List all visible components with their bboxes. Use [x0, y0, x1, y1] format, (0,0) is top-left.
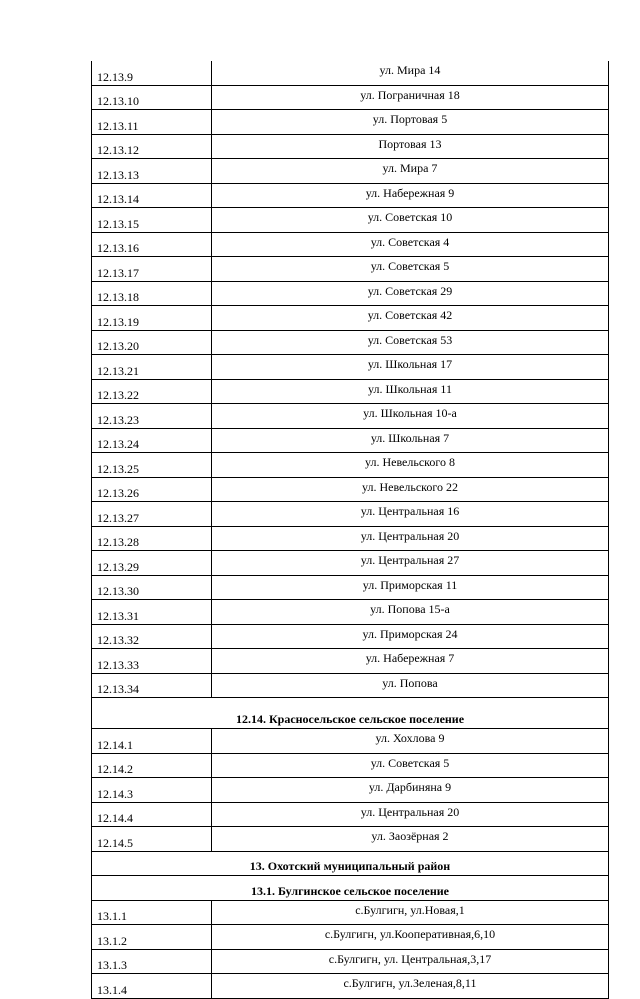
table-row — [92, 208, 609, 233]
row-number: 12.13.10 — [92, 85, 212, 110]
row-number: 12.13.30 — [92, 575, 212, 600]
row-number: 12.13.22 — [92, 379, 212, 404]
row-address: Портовая 13 — [212, 134, 609, 159]
table-row — [92, 281, 609, 306]
table-row — [92, 753, 609, 778]
row-number: 12.14.3 — [92, 778, 212, 803]
row-address: ул. Центральная 16 — [212, 502, 609, 527]
row-number: 12.13.17 — [92, 257, 212, 282]
row-address: ул. Невельского 22 — [212, 477, 609, 502]
row-address: ул. Дарбиняна 9 — [212, 778, 609, 803]
table-row — [92, 110, 609, 135]
table-row — [92, 974, 609, 999]
table-row — [92, 477, 609, 502]
table-row — [92, 600, 609, 625]
row-address: ул. Советская 10 — [212, 208, 609, 233]
row-number: 12.13.27 — [92, 502, 212, 527]
row-address: ул. Мира 7 — [212, 159, 609, 184]
table-row — [92, 502, 609, 527]
table-row — [92, 827, 609, 852]
row-number: 12.13.32 — [92, 624, 212, 649]
addresses-table — [91, 61, 609, 999]
row-address: ул. Советская 5 — [212, 257, 609, 282]
addresses-table-body — [92, 61, 609, 998]
row-address: ул. Набережная 9 — [212, 183, 609, 208]
table-row — [92, 575, 609, 600]
table-row — [92, 257, 609, 282]
row-address: ул. Попова 15-а — [212, 600, 609, 625]
row-number: 13.1.2 — [92, 925, 212, 950]
table-row — [92, 61, 609, 85]
row-address: ул. Центральная 20 — [212, 526, 609, 551]
table-row — [92, 925, 609, 950]
table-row — [92, 649, 609, 674]
row-number: 12.13.29 — [92, 551, 212, 576]
row-number: 12.13.13 — [92, 159, 212, 184]
row-number: 12.13.9 — [92, 61, 212, 85]
table-row — [92, 404, 609, 429]
section-header-row — [92, 698, 609, 729]
row-address: ул. Невельского 8 — [212, 453, 609, 478]
table-row — [92, 134, 609, 159]
table-row — [92, 900, 609, 925]
row-number: 12.13.18 — [92, 281, 212, 306]
row-address: с.Булгигн, ул.Кооперативная,6,10 — [212, 925, 609, 950]
row-number: 13.1.3 — [92, 949, 212, 974]
row-number: 12.14.1 — [92, 729, 212, 754]
row-address: ул. Школьная 7 — [212, 428, 609, 453]
row-address: ул. Приморская 24 — [212, 624, 609, 649]
row-address: ул. Школьная 10-а — [212, 404, 609, 429]
row-address: с.Булгигн, ул.Новая,1 — [212, 900, 609, 925]
section-header-row — [92, 851, 609, 876]
table-row — [92, 729, 609, 754]
table-row — [92, 379, 609, 404]
row-address: ул. Советская 29 — [212, 281, 609, 306]
row-number: 12.13.16 — [92, 232, 212, 257]
table-row — [92, 551, 609, 576]
row-address: ул. Центральная 27 — [212, 551, 609, 576]
section-title: 13.1. Булгинское сельское поселение — [92, 876, 609, 901]
row-number: 12.13.20 — [92, 330, 212, 355]
row-address: ул. Набережная 7 — [212, 649, 609, 674]
section-header-row — [92, 876, 609, 901]
table-row — [92, 159, 609, 184]
row-number: 12.13.25 — [92, 453, 212, 478]
row-number: 13.1.1 — [92, 900, 212, 925]
table-row — [92, 526, 609, 551]
table-row — [92, 428, 609, 453]
row-number: 12.13.15 — [92, 208, 212, 233]
row-address: с.Булгигн, ул. Центральная,3,17 — [212, 949, 609, 974]
table-row — [92, 85, 609, 110]
row-address: ул. Попова — [212, 673, 609, 698]
row-number: 12.14.4 — [92, 802, 212, 827]
row-number: 12.13.21 — [92, 355, 212, 380]
row-address: ул. Советская 5 — [212, 753, 609, 778]
table-row — [92, 624, 609, 649]
row-address: с.Булгигн, ул.Зеленая,8,11 — [212, 974, 609, 999]
table-row — [92, 183, 609, 208]
row-number: 12.14.5 — [92, 827, 212, 852]
row-address: ул. Мира 14 — [212, 61, 609, 85]
section-title: 12.14. Красносельское сельское поселение — [92, 698, 609, 729]
table-row — [92, 673, 609, 698]
row-number: 12.13.24 — [92, 428, 212, 453]
row-number: 12.13.12 — [92, 134, 212, 159]
row-number: 12.13.28 — [92, 526, 212, 551]
section-title: 13. Охотский муниципальный район — [92, 851, 609, 876]
row-address: ул. Приморская 11 — [212, 575, 609, 600]
row-address: ул. Советская 53 — [212, 330, 609, 355]
table-row — [92, 778, 609, 803]
row-address: ул. Советская 4 — [212, 232, 609, 257]
row-number: 12.13.34 — [92, 673, 212, 698]
table-row — [92, 355, 609, 380]
table-row — [92, 306, 609, 331]
row-address: ул. Советская 42 — [212, 306, 609, 331]
row-number: 12.14.2 — [92, 753, 212, 778]
row-number: 12.13.33 — [92, 649, 212, 674]
table-row — [92, 802, 609, 827]
table-row — [92, 232, 609, 257]
row-address: ул. Заозёрная 2 — [212, 827, 609, 852]
row-address: ул. Школьная 11 — [212, 379, 609, 404]
table-row — [92, 949, 609, 974]
row-address: ул. Центральная 20 — [212, 802, 609, 827]
row-address: ул. Пограничная 18 — [212, 85, 609, 110]
table-row — [92, 453, 609, 478]
row-number: 12.13.26 — [92, 477, 212, 502]
table-row — [92, 330, 609, 355]
row-number: 12.13.23 — [92, 404, 212, 429]
row-number: 12.13.14 — [92, 183, 212, 208]
row-number: 12.13.11 — [92, 110, 212, 135]
row-number: 13.1.4 — [92, 974, 212, 999]
row-address: ул. Портовая 5 — [212, 110, 609, 135]
row-number: 12.13.31 — [92, 600, 212, 625]
row-address: ул. Школьная 17 — [212, 355, 609, 380]
row-number: 12.13.19 — [92, 306, 212, 331]
row-address: ул. Хохлова 9 — [212, 729, 609, 754]
